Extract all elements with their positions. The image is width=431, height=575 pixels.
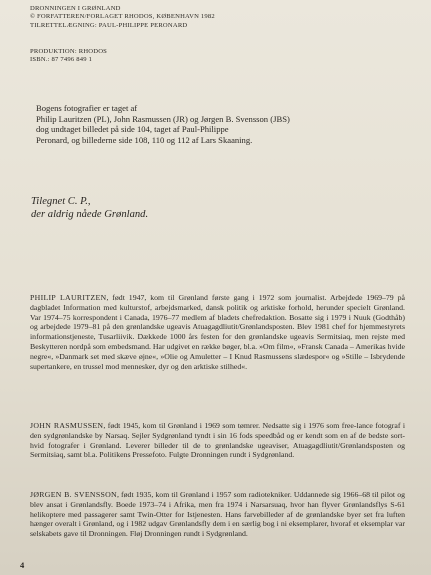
page-number: 4 xyxy=(20,560,25,570)
bio-paragraph xyxy=(30,421,405,460)
credits-line: Peronard, og billederne side 108, 110 og 112 af Lars Skaaning. xyxy=(36,134,253,145)
bio-name: JOHN RASMUSSEN xyxy=(30,421,104,430)
production-block xyxy=(30,48,107,65)
imprint-copyright: © FORFATTEREN/FORLAGET RHODOS, KØBENHAVN 1982 xyxy=(30,13,215,21)
bio-paragraph xyxy=(30,293,405,371)
bio-jorgen-svensson xyxy=(30,490,405,539)
imprint-block xyxy=(30,5,215,30)
photo-credits xyxy=(36,103,386,145)
credits-line: Philip Lauritzen (PL), John Rasmussen (JR) og Jørgen B. Svensson (JBS) xyxy=(36,113,290,124)
imprint-title: DRONNINGEN I GRØNLAND xyxy=(30,5,121,12)
bio-name: JØRGEN B. SVENSSON xyxy=(30,490,117,499)
dedication-line: der aldrig nåede Grønland. xyxy=(31,208,149,220)
bio-text: , født 1935, kom til Grønland i 1957 som radiotekniker. Uddannede sig 1966–68 til pilot og blev ansat i Grønlandsfly. Boede 1973–74 i Afrika, men fra 1974 i Narsarsuaq, hvor han flyver Grønlandsflys S-61 helikoptere med passagerer samt Twin-Otter for Istjenesten. Hans farvebilleder af de grønlandske byer set fra luften hænger overalt i Grønland, og i 1982 udgav Grønlandsfly dem i en særlig bog i ni eksemplarer, hvoraf et eksemplar var selskabets gave til Dronningen. Fløj Dronningen rundt i Sydgrønland. xyxy=(30,490,405,539)
isbn-line: ISBN.: 87 7496 849 1 xyxy=(30,56,93,64)
bio-text: , født 1945, kom til Grønland i 1969 som tømrer. Nedsatte sig i 1976 som free-lance fotograf i den sydgrønlandske by Narsaq. Sejler Sydgrønland tyndt i sin 16 fods speedbåd og er kendt som en af de bedste sort-hvid fotografer i Grønland. Leverer billeder til de to grønlandske ugeaviser, Atuagagdliutit/Grønlandsposten og Sermitsiaq, samt bl.a. Politikens Pressefoto. Fulgte Dronningen rundt i Sydgrønland. xyxy=(30,421,406,460)
bio-text: , født 1947, kom til Grønland første gang i 1972 som journalist. Arbejdede 1969–79 på dagbladet Information med kulturstof, arbejdsmarked, dansk politik og arktiske forhold, herunder specielt Grønland. Var 1974–75 korrespondent i Canada, 1976–77 medlem af bladets chefredaktion. Bosatte sig i 1979 i Nuuk (Godthåb) og arbejdede 1979–81 på den grønlandske ugeavis Atuagagdliutit/Grønlandsposten. Blev 1981 chef for hjemmestyrets informationstjeneste, Tusarliivik. Dækkede 1000 års festen for den grønlandske ugeavis Sermitsiaq, men rejste med Beskytteren nordpå som embedsmand. Har udgivet en række bøger, bl.a. »Om film«, »Fransk Canada – Amerikas hvide negre«, »Danmark set med skæve øjne«, »Olie og Amuletter – I Knud Rasmussens slædespor« og »Stille – Isbrydende supertankere, en trussel mod mennesker, dyr og den arktiske stilhed«. xyxy=(30,293,405,371)
dedication-line: Tilegnet C. P., xyxy=(31,196,91,207)
bio-philip-lauritzen xyxy=(30,293,405,371)
imprint-layout: TILRETTELÆGNING: PAUL-PHILIPPE PERONARD xyxy=(30,21,188,29)
credits-line: Bogens fotografier er taget af xyxy=(36,103,138,113)
credits-line: dog undtaget billedet på side 104, taget af Paul-Philippe xyxy=(36,124,229,135)
bio-john-rasmussen xyxy=(30,421,405,460)
bio-paragraph xyxy=(30,490,405,539)
dedication xyxy=(31,196,148,221)
bio-name: PHILIP LAURITZEN xyxy=(30,293,107,302)
production-line: PRODUKTION: RHODOS xyxy=(30,48,108,55)
